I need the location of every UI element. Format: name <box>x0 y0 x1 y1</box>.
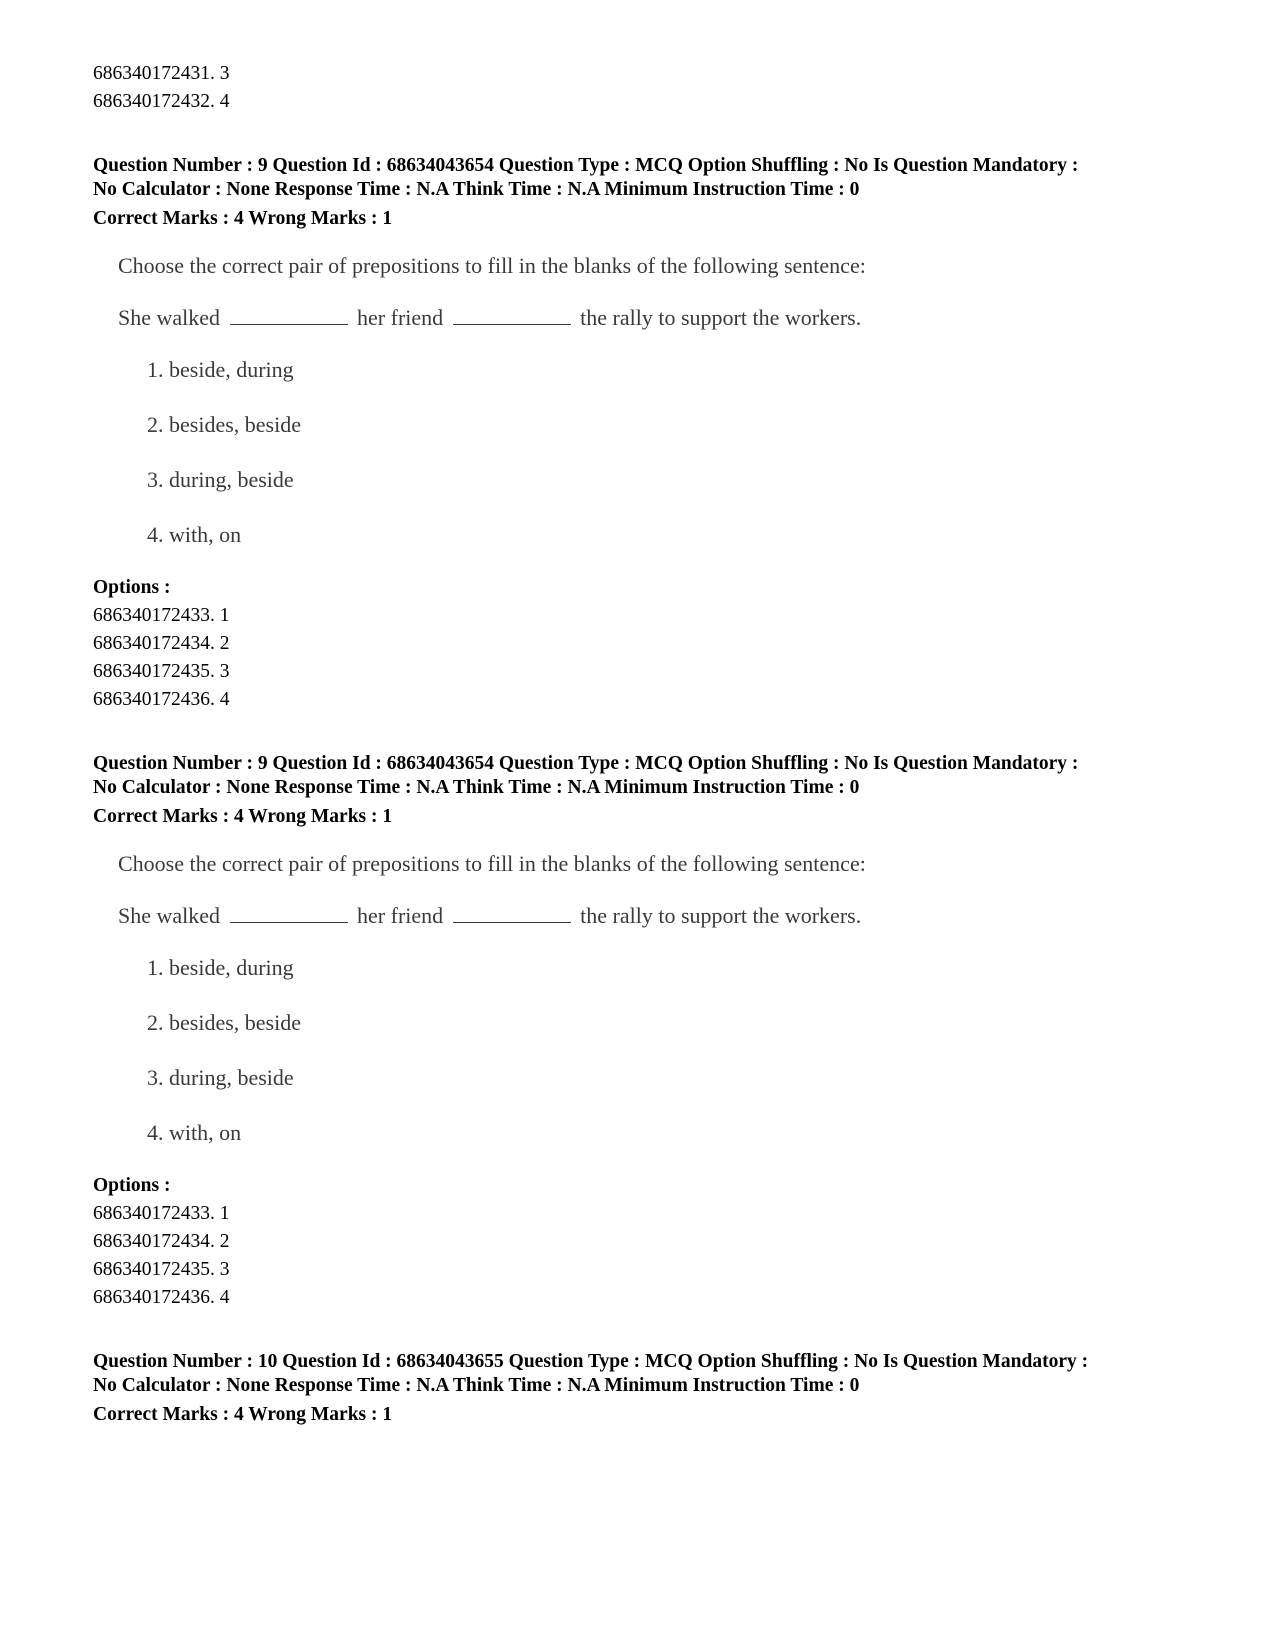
options-list <box>93 1200 1193 1312</box>
question-prompt: Choose the correct pair of prepositions to fill in the blanks of the following sentence: <box>118 253 866 278</box>
sentence-part: her friend <box>357 903 444 928</box>
options-label: Options : <box>93 577 171 598</box>
choice-item: 1. beside, during <box>147 357 294 382</box>
option-value: 4 <box>219 91 230 112</box>
sentence-part: She walked <box>118 903 221 928</box>
question-header-line: Question Number : 10 Question Id : 68634043655 Question Type : MCQ Option Shuffling : No Is Question Mandatory : <box>93 1351 1089 1372</box>
options-label: Options : <box>93 1175 171 1196</box>
option-line: 686340172434. 2 <box>93 633 230 654</box>
option-id: 686340172436 <box>93 689 210 710</box>
option-value: 4 <box>219 1287 230 1308</box>
option-line: 686340172431. 3 <box>93 63 230 84</box>
choice-item: 4. with, on <box>147 1120 242 1145</box>
option-id: 686340172432 <box>93 91 210 112</box>
question-header-line: Question Number : 9 Question Id : 68634043654 Question Type : MCQ Option Shuffling : No Is Question Mandatory : <box>93 155 1079 176</box>
option-line: 686340172434. 2 <box>93 1231 230 1252</box>
fill-blank <box>453 306 571 325</box>
option-value: 4 <box>219 689 230 710</box>
option-id: 686340172433 <box>93 605 210 626</box>
question-header <box>93 1350 1193 1430</box>
top-options-list <box>93 60 1193 116</box>
choice-item: 3. during, beside <box>147 1065 294 1090</box>
choice-item: 4. with, on <box>147 522 242 547</box>
option-value: 3 <box>219 63 230 84</box>
question-sentence <box>118 302 1193 334</box>
sentence-part: She walked <box>118 305 221 330</box>
choice-item: 2. besides, beside <box>147 1010 301 1035</box>
option-line: 686340172436. 4 <box>93 1287 230 1308</box>
sentence-part: her friend <box>357 305 444 330</box>
question-block <box>93 1350 1193 1430</box>
question-header <box>93 752 1193 832</box>
option-id: 686340172435 <box>93 661 210 682</box>
option-line: 686340172436. 4 <box>93 689 230 710</box>
document-page <box>93 60 1193 1430</box>
question-marks: Correct Marks : 4 Wrong Marks : 1 <box>93 1404 393 1425</box>
question-prompt: Choose the correct pair of prepositions to fill in the blanks of the following sentence: <box>118 851 866 876</box>
choice-item: 2. besides, beside <box>147 412 301 437</box>
option-value: 1 <box>219 605 230 626</box>
fill-blank <box>453 904 571 923</box>
question-header-line: No Calculator : None Response Time : N.A Think Time : N.A Minimum Instruction Time : 0 <box>93 1375 860 1396</box>
choice-list <box>118 354 1193 551</box>
option-id: 686340172434 <box>93 1231 210 1252</box>
question-header <box>93 154 1193 234</box>
fill-blank <box>230 904 348 923</box>
option-id: 686340172433 <box>93 1203 210 1224</box>
option-value: 2 <box>219 1231 230 1252</box>
question-marks: Correct Marks : 4 Wrong Marks : 1 <box>93 208 393 229</box>
question-marks: Correct Marks : 4 Wrong Marks : 1 <box>93 806 393 827</box>
question-block <box>93 752 1193 1312</box>
options-list <box>93 602 1193 714</box>
option-value: 3 <box>219 661 230 682</box>
question-header-line: Question Number : 9 Question Id : 68634043654 Question Type : MCQ Option Shuffling : No Is Question Mandatory : <box>93 753 1079 774</box>
option-line: 686340172435. 3 <box>93 661 230 682</box>
question-header-line: No Calculator : None Response Time : N.A Think Time : N.A Minimum Instruction Time : 0 <box>93 777 860 798</box>
option-value: 3 <box>219 1259 230 1280</box>
question-header-line: No Calculator : None Response Time : N.A Think Time : N.A Minimum Instruction Time : 0 <box>93 179 860 200</box>
option-line: 686340172433. 1 <box>93 1203 230 1224</box>
question-body <box>118 848 1193 1149</box>
question-block <box>93 154 1193 714</box>
question-sentence <box>118 900 1193 932</box>
question-body <box>118 250 1193 551</box>
choice-item: 3. during, beside <box>147 467 294 492</box>
option-id: 686340172434 <box>93 633 210 654</box>
option-id: 686340172435 <box>93 1259 210 1280</box>
fill-blank <box>230 306 348 325</box>
option-line: 686340172432. 4 <box>93 91 230 112</box>
option-id: 686340172431 <box>93 63 210 84</box>
option-value: 2 <box>219 633 230 654</box>
option-line: 686340172433. 1 <box>93 605 230 626</box>
option-line: 686340172435. 3 <box>93 1259 230 1280</box>
option-id: 686340172436 <box>93 1287 210 1308</box>
choice-item: 1. beside, during <box>147 955 294 980</box>
option-value: 1 <box>219 1203 230 1224</box>
choice-list <box>118 952 1193 1149</box>
sentence-part: the rally to support the workers. <box>580 305 862 330</box>
sentence-part: the rally to support the workers. <box>580 903 862 928</box>
